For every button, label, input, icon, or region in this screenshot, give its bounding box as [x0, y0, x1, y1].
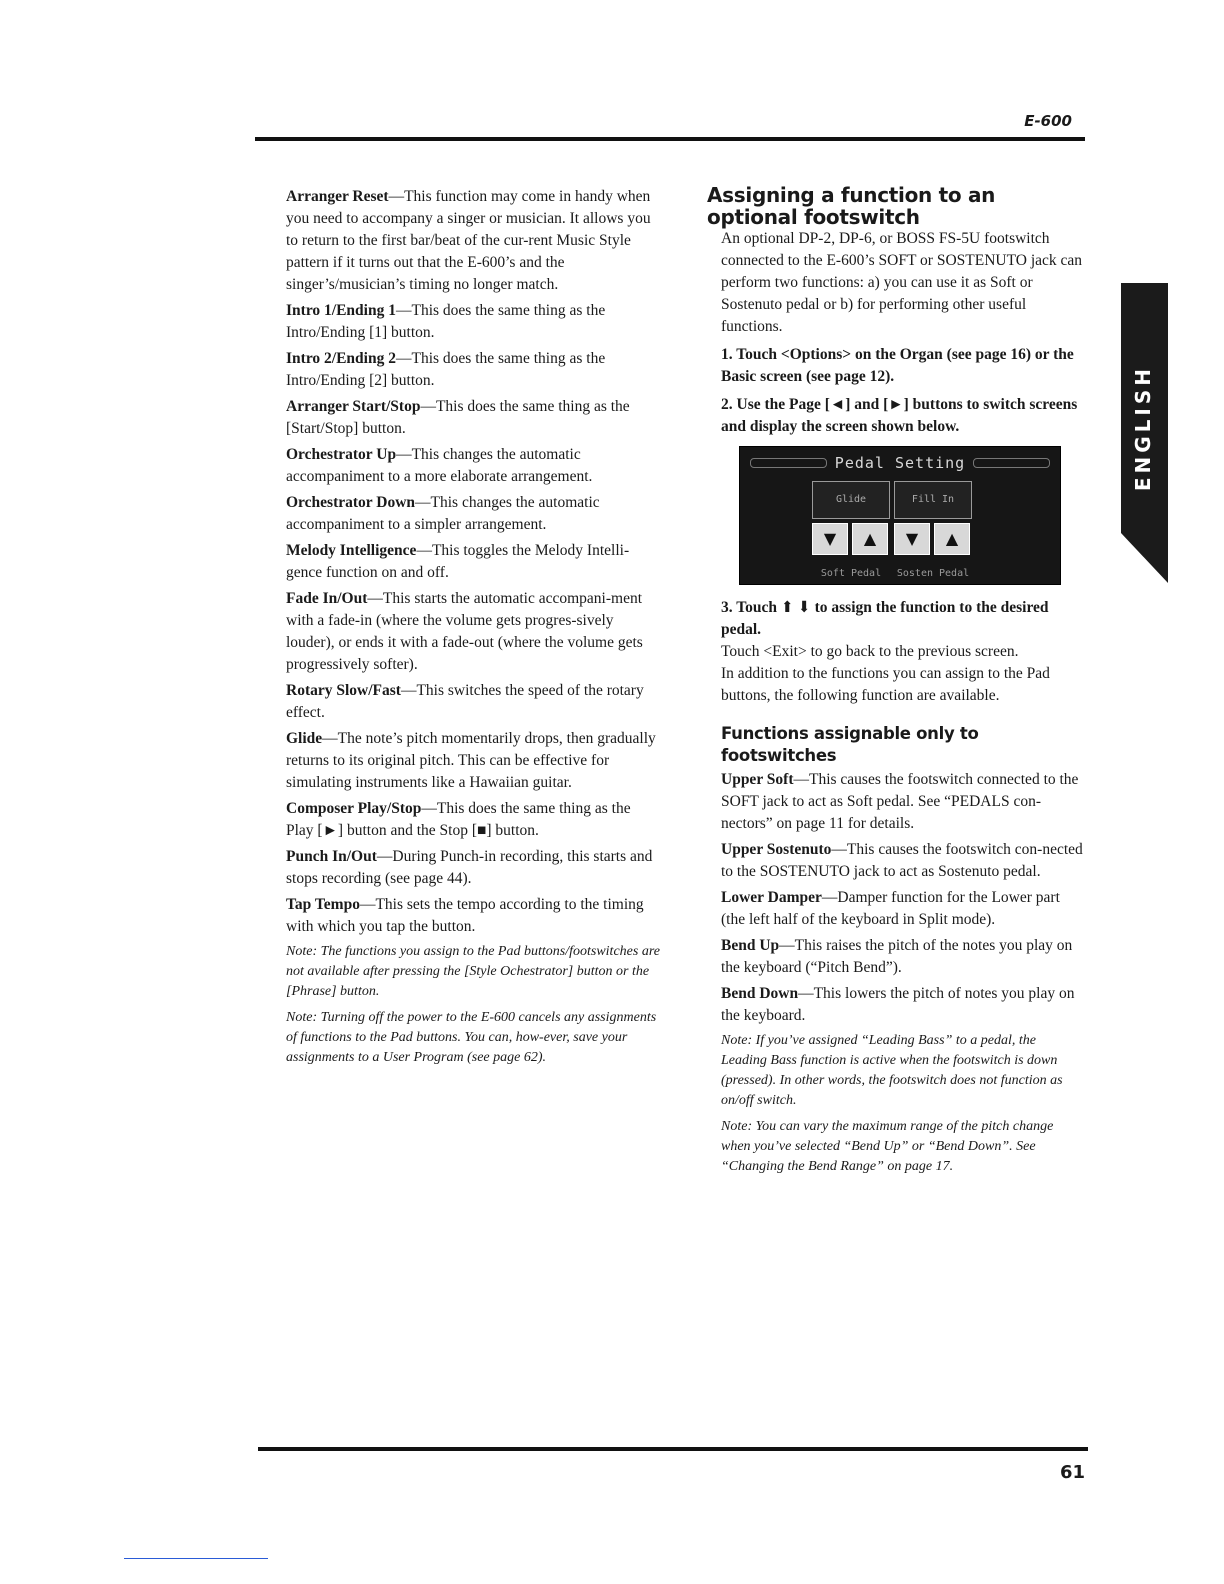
entry-text: —This switches the speed of the rotary effect. — [286, 682, 644, 721]
sostenuto-up-arrow-button[interactable]: ▲ — [934, 523, 970, 555]
entry-text: —This lowers the pitch of notes you play on the keyboard. — [721, 985, 1075, 1024]
left-column — [286, 186, 661, 1074]
entry-text: —This changes the automatic accompaniment to a more elaborate arrangement. — [286, 446, 593, 485]
pedal-setting-screen — [739, 446, 1061, 585]
entry-rotary — [286, 680, 661, 724]
bottom-rule — [258, 1447, 1088, 1451]
entry-term: Tap Tempo — [286, 896, 360, 913]
entry-bend-up — [721, 935, 1083, 979]
note: Note: Turning off the power to the E-600 cancels any assignments of functions to the Pad buttons. You can, how-ever, save your assignments to a User Program (see page 62). — [286, 1010, 657, 1065]
entry-punch-in-out — [286, 846, 661, 890]
entry-text: —This sets the tempo according to the timing with which you tap the button. — [286, 896, 644, 935]
entry-term: Melody Intelligence — [286, 542, 417, 559]
entry-term: Arranger Reset — [286, 188, 389, 205]
entry-term: Glide — [286, 730, 323, 747]
entry-text: —This does the same thing as the Intro/Ending [1] button. — [286, 302, 606, 341]
entry-arranger-reset — [286, 186, 661, 296]
entry-text: —This raises the pitch of the notes you play on the keyboard (“Pitch Bend”). — [721, 937, 1073, 976]
entry-glide — [286, 728, 661, 794]
sostenuto-pedal-function-box: Fill In — [894, 481, 972, 519]
lcd-title-bar-right — [973, 458, 1050, 468]
entry-orchestrator-down — [286, 492, 661, 536]
entry-text: —This does the same thing as the Intro/Ending [2] button. — [286, 350, 606, 389]
entry-composer-play-stop — [286, 798, 661, 842]
entry-text: —Damper function for the Lower part (the left half of the keyboard in Split mode). — [721, 889, 1060, 928]
footer-link-line — [124, 1558, 268, 1559]
entry-text: —This changes the automatic accompaniment to a simpler arrangement. — [286, 494, 600, 533]
note: Note: If you’ve assigned “Leading Bass” to a pedal, the Leading Bass function is active when the footswitch is down (pressed). In other words, the footswitch does not function as on/off switch. — [721, 1033, 1063, 1108]
entry-text: —This toggles the Melody Intelli-gence function on and off. — [286, 542, 630, 581]
top-rule — [255, 137, 1085, 141]
note: Note: You can vary the maximum range of the pitch change when you’ve selected “Bend Up” or “Bend Down”. See “Changing the Bend Range” on page 17. — [721, 1119, 1054, 1174]
entry-term: Intro 1/Ending 1 — [286, 302, 396, 319]
step-3: 3. Touch ⬆ ⬇ to assign the function to the desired pedal. — [721, 599, 1049, 638]
language-side-tab-wedge — [1121, 533, 1168, 583]
language-tab-text: ENGLISH — [1131, 365, 1155, 492]
step-2: 2. Use the Page [◄] and [►] buttons to switch screens and display the screen shown below. — [721, 396, 1078, 435]
entry-text: —This starts the automatic accompani-ment with a fade-in (where the volume gets progres-sively louder), or ends it with a fade-out (where the volume gets progressively softer). — [286, 590, 643, 673]
right-column — [707, 183, 1083, 1183]
lcd-titlebar — [750, 455, 1050, 471]
entry-term: Fade In/Out — [286, 590, 368, 607]
page-number: 61 — [1059, 1462, 1085, 1483]
entry-text: —This causes the footswitch connected to the SOFT jack to act as Soft pedal. See “PEDALS con-nectors” on page 11 for details. — [721, 771, 1079, 832]
sostenuto-pedal-label: Sosten Pedal — [896, 568, 970, 579]
entry-text: —The note’s pitch momentarily drops, then gradually returns to its original pitch. This can be effective for simulating instruments like a Hawaiian guitar. — [286, 730, 656, 791]
entry-text: —This function may come in handy when you need to accompany a singer or musician. It allows you to return to the first bar/beat of the cur-rent Music Style pattern if it turns out that the E-600’s and the singer’s/musician’s timing no longer match. — [286, 188, 651, 293]
entry-lower-damper — [721, 887, 1083, 931]
entry-term: Composer Play/Stop — [286, 800, 422, 817]
lcd-title-bar-left — [750, 458, 827, 468]
entry-term: Bend Down — [721, 985, 799, 1002]
entry-text: —This does the same thing as the Play [►] button and the Stop [■] button. — [286, 800, 631, 839]
lcd-title: Pedal Setting — [834, 454, 966, 472]
entry-text: —This does the same thing as the [Start/Stop] button. — [286, 398, 630, 437]
step-3-more: In addition to the functions you can assign to the Pad buttons, the following function are available. — [721, 665, 1050, 704]
entry-melody-intelligence — [286, 540, 661, 584]
entry-intro-2 — [286, 348, 661, 392]
entry-term: Orchestrator Down — [286, 494, 416, 511]
header-model-name: E-600 — [1024, 112, 1072, 130]
entry-term: Punch In/Out — [286, 848, 377, 865]
entry-term: Lower Damper — [721, 889, 822, 906]
section-title: Assigning a function to an optional footswitch — [707, 183, 996, 229]
entry-arranger-start-stop — [286, 396, 661, 440]
soft-pedal-function-box: Glide — [812, 481, 890, 519]
soft-down-arrow-button[interactable]: ▼ — [812, 523, 848, 555]
entry-term: Arranger Start/Stop — [286, 398, 421, 415]
step-3-exit: Touch <Exit> to go back to the previous screen. — [721, 643, 1019, 660]
entry-fade-in-out — [286, 588, 661, 676]
soft-pedal-label: Soft Pedal — [820, 568, 882, 579]
note: Note: The functions you assign to the Pad buttons/footswitches are not available after pressing the [Style Ochestrator] button or the [Phrase] button. — [286, 944, 660, 999]
entry-term: Orchestrator Up — [286, 446, 397, 463]
entry-text: —During Punch-in recording, this starts and stops recording (see page 44). — [286, 848, 653, 887]
entry-intro-1 — [286, 300, 661, 344]
entry-term: Intro 2/Ending 2 — [286, 350, 396, 367]
entry-orchestrator-up — [286, 444, 661, 488]
subheading: Functions assignable only to footswitches — [721, 724, 979, 765]
intro-paragraph: An optional DP-2, DP-6, or BOSS FS-5U footswitch connected to the E-600’s SOFT or SOSTENUTO jack can perform two functions: a) you can use it as Soft or Sostenuto pedal or b) for performing other useful functions. — [721, 230, 1083, 335]
entry-term: Bend Up — [721, 937, 780, 954]
entry-text: —This causes the footswitch con-nected to the SOSTENUTO jack to act as Sostenuto pedal. — [721, 841, 1083, 880]
soft-up-arrow-button[interactable]: ▲ — [852, 523, 888, 555]
entry-bend-down — [721, 983, 1083, 1027]
step-1: 1. Touch <Options> on the Organ (see page 16) or the Basic screen (see page 12). — [721, 346, 1074, 385]
entry-term: Rotary Slow/Fast — [286, 682, 401, 699]
entry-tap-tempo — [286, 894, 661, 938]
entry-upper-sostenuto — [721, 839, 1083, 883]
sostenuto-down-arrow-button[interactable]: ▼ — [894, 523, 930, 555]
entry-upper-soft — [721, 769, 1083, 835]
entry-term: Upper Sostenuto — [721, 841, 832, 858]
entry-term: Upper Soft — [721, 771, 794, 788]
